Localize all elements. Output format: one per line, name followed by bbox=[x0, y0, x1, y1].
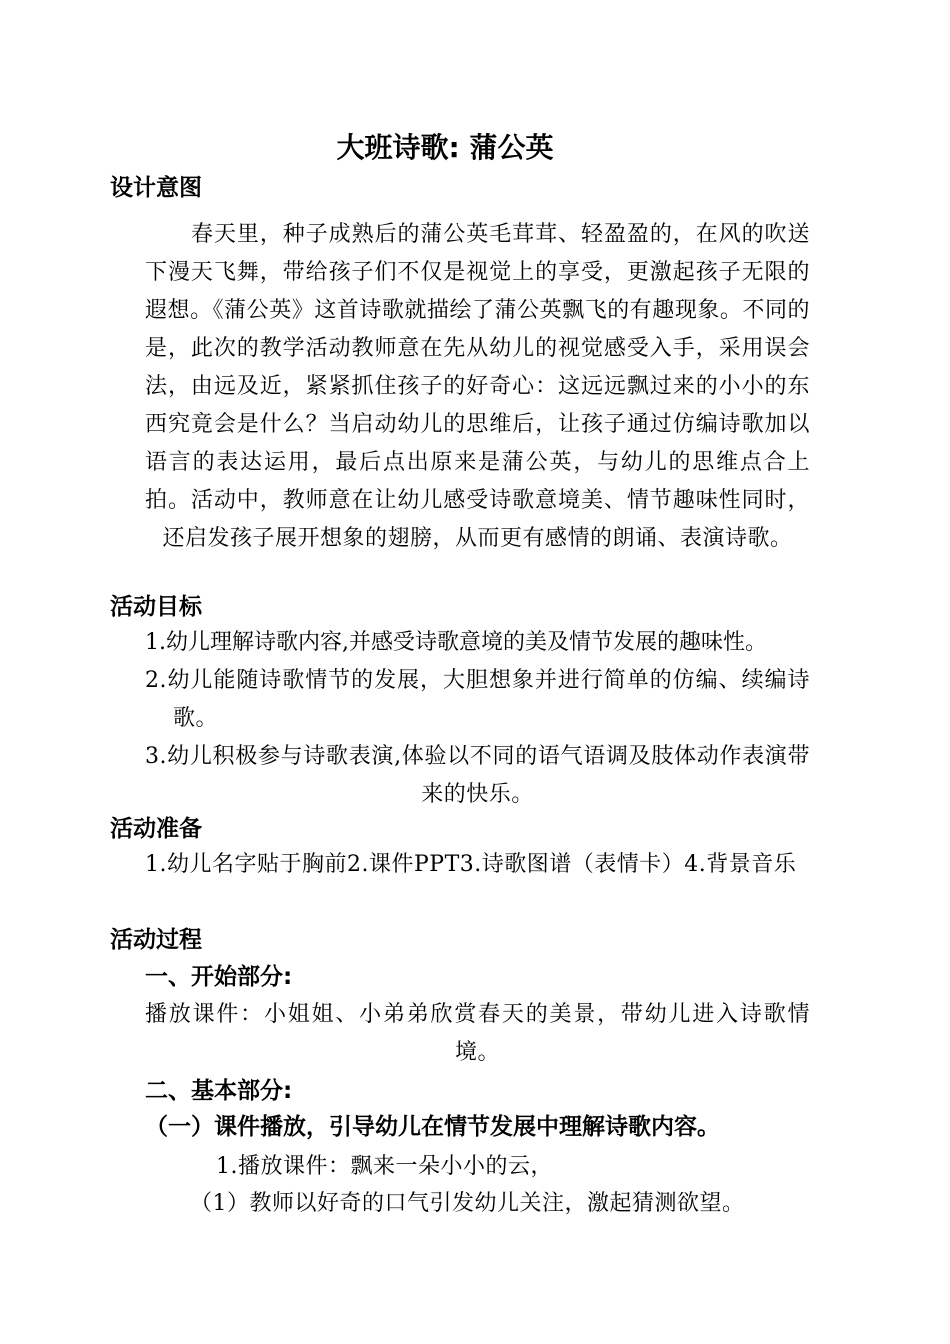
heading-design-intent: 设计意图 bbox=[110, 175, 202, 201]
goal-item-1: 1.幼儿理解诗歌内容,并感受诗歌意境的美及情节发展的趣味性。 bbox=[145, 630, 767, 655]
part2-sub-heading: （一）课件播放，引导幼儿在情节发展中理解诗歌内容。 bbox=[145, 1114, 720, 1140]
goal-item-3: 3.幼儿积极参与诗歌表演,体验以不同的语气语调及肢体动作表演带来的快乐。 bbox=[145, 744, 810, 807]
step1-note: （1）教师以好奇的口气引发幼儿关注，激起猜测欲望。 bbox=[190, 1191, 745, 1216]
document-title: 大班诗歌: 蒲公英 bbox=[336, 131, 554, 164]
heading-activity-process: 活动过程 bbox=[110, 927, 202, 953]
part1-paragraph: 播放课件：小姐姐、小弟弟欣赏春天的美景，带幼儿进入诗歌情境。 bbox=[145, 1002, 810, 1065]
heading-activity-prep: 活动准备 bbox=[110, 816, 202, 842]
prep-paragraph: 1.幼儿名字贴于胸前2.课件PPT3.诗歌图谱（表情卡）4.背景音乐 bbox=[145, 852, 797, 877]
goal-item-2: 2.幼儿能随诗歌情节的发展，大胆想象并进行简单的仿编、续编诗歌。 bbox=[145, 668, 810, 731]
part2-heading: 二、基本部分: bbox=[145, 1078, 293, 1104]
step1-text: 1.播放课件：飘来一朵小小的云， bbox=[216, 1154, 553, 1179]
part1-heading: 一、开始部分: bbox=[145, 964, 293, 990]
heading-activity-goals: 活动目标 bbox=[110, 594, 202, 620]
design-intent-paragraph: 春天里，种子成熟后的蒲公英毛茸茸、轻盈盈的，在风的吹送下漫天飞舞，带给孩子们不仅是视觉上的享受，更激起孩子无限的遐想。《蒲公英》这首诗歌就描绘了蒲公英飘飞的有趣现象。不同的是，此次的教学活动教师意在先从幼儿的视觉感受入手，采用误会法，由远及近，紧紧抓住孩子的好奇心：这远远飘过来的小小的东西究竟会是什么？当启动幼儿的思维后，让孩子通过仿编诗歌加以语言的表达运用，最后点出原来是蒲公英，与幼儿的思维点合上拍。活动中，教师意在让幼儿感受诗歌意境美、情节趣味性同时，还启发孩子展开想象的翅膀，从而更有感情的朗诵、表演诗歌。 bbox=[145, 222, 810, 551]
